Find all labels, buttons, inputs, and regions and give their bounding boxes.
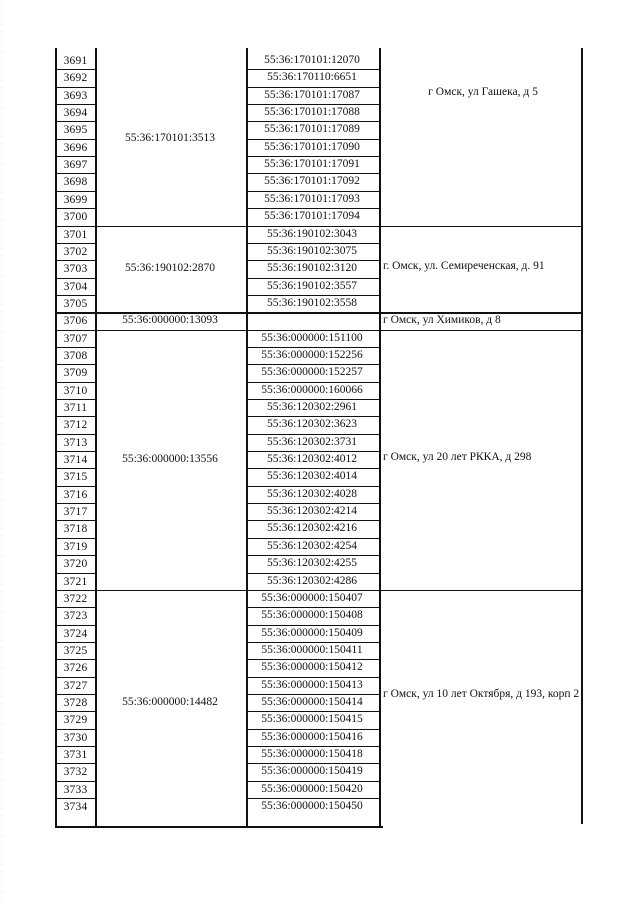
child-cadastral-number: 55:36:000000:150418 (261, 748, 363, 760)
row-divider (246, 607, 379, 608)
row-number: 3714 (63, 454, 88, 467)
row-number: 3701 (63, 228, 88, 241)
address: г Омск, ул Гашека, д 5 (428, 86, 538, 98)
row-divider (246, 139, 379, 140)
row-divider (55, 260, 95, 261)
row-number: 3712 (63, 419, 88, 432)
row-divider (55, 659, 95, 660)
row-number: 3702 (63, 245, 88, 258)
row-divider (55, 364, 95, 365)
child-cadastral-number: 55:36:170101:17088 (264, 106, 360, 119)
row-divider (246, 468, 379, 469)
row-number: 3731 (63, 749, 88, 761)
row-divider (55, 520, 95, 521)
child-cadastral-number: 55:36:190102:3043 (266, 227, 358, 240)
row-number: 3692 (63, 72, 88, 85)
col-right-border (581, 48, 583, 824)
row-divider (246, 659, 379, 660)
row-divider (55, 503, 95, 504)
row-number: 3705 (63, 297, 88, 310)
row-number: 3698 (63, 176, 88, 189)
child-cadastral-number: 55:36:000000:150419 (261, 765, 363, 778)
child-cadastral-number: 55:36:120302:2961 (266, 401, 358, 413)
group-divider (55, 226, 581, 228)
row-divider (55, 208, 95, 209)
row-divider (55, 555, 95, 556)
child-cadastral-number: 55:36:120302:4254 (266, 539, 358, 552)
row-divider (55, 399, 95, 400)
row-number: 3711 (63, 402, 88, 414)
row-number: 3713 (63, 436, 88, 449)
row-divider (55, 694, 95, 695)
col-child-left-border (246, 48, 248, 828)
child-cadastral-number: 55:36:170101:17093 (264, 192, 360, 205)
child-cadastral-number: 55:36:120302:4216 (266, 522, 358, 535)
row-divider (246, 87, 379, 88)
child-cadastral-number: 55:36:000000:152256 (261, 348, 363, 361)
row-divider (55, 711, 95, 712)
row-divider (246, 295, 379, 296)
row-divider (246, 538, 379, 539)
row-divider (246, 260, 379, 261)
child-cadastral-number: 55:36:000000:150413 (261, 678, 363, 691)
row-divider (246, 69, 379, 70)
row-number: 3696 (63, 141, 88, 154)
child-cadastral-number: 55:36:170110:6651 (267, 71, 357, 84)
parent-cadastral-number: 55:36:000000:13556 (122, 452, 218, 465)
child-cadastral-number: 55:36:170101:12070 (264, 54, 360, 66)
child-cadastral-number: 55:36:170101:17090 (264, 140, 360, 153)
row-divider (55, 69, 95, 70)
row-divider (55, 382, 95, 383)
row-divider (55, 729, 95, 730)
child-cadastral-number: 55:36:120302:4014 (266, 470, 358, 483)
row-number: 3704 (63, 280, 88, 293)
row-number: 3729 (63, 714, 88, 727)
row-divider (55, 191, 95, 192)
child-cadastral-number: 55:36:000000:150420 (261, 782, 363, 795)
row-number: 3695 (63, 124, 88, 137)
row-divider (246, 434, 379, 435)
row-divider (246, 746, 379, 747)
child-cadastral-number: 55:36:170101:17089 (264, 123, 360, 136)
row-number: 3694 (63, 107, 88, 120)
row-divider (55, 156, 95, 157)
row-divider (246, 243, 379, 244)
table-bottom-line (55, 826, 383, 828)
row-divider (246, 278, 379, 279)
row-number: 3715 (63, 471, 88, 484)
row-number: 3706 (63, 315, 88, 328)
child-cadastral-number: 55:36:120302:3623 (266, 418, 358, 431)
child-cadastral-number: 55:36:000000:150411 (261, 643, 363, 656)
row-divider (55, 486, 95, 487)
row-number: 3717 (63, 506, 88, 519)
row-divider (55, 468, 95, 469)
parent-cadastral-number: 55:36:190102:2870 (124, 261, 216, 274)
child-cadastral-number: 55:36:120302:4012 (266, 453, 358, 466)
child-cadastral-number: 55:36:000000:150408 (261, 609, 363, 622)
child-cadastral-number: 55:36:120302:4255 (266, 557, 358, 570)
child-cadastral-number: 55:36:000000:160066 (261, 383, 363, 396)
child-cadastral-number: 55:36:000000:150414 (261, 695, 363, 708)
child-cadastral-number: 55:36:120302:4214 (266, 505, 358, 518)
row-divider (55, 573, 95, 574)
address: г. Омск, ул. Семиреченская, д. 91 (383, 259, 545, 272)
child-cadastral-number: 55:36:120302:4286 (266, 574, 358, 587)
row-divider (55, 434, 95, 435)
child-cadastral-number: 55:36:190102:3120 (266, 262, 358, 275)
child-cadastral-number: 55:36:000000:150409 (261, 626, 363, 639)
row-divider (246, 451, 379, 452)
address: г Омск, ул 10 лет Октября, д 193, корп 2 (383, 687, 580, 700)
row-divider (246, 781, 379, 782)
row-number: 3721 (63, 575, 88, 588)
row-number: 3720 (63, 558, 88, 571)
row-divider (55, 173, 95, 174)
row-number: 3710 (63, 384, 88, 397)
row-number: 3724 (63, 627, 88, 640)
row-divider (246, 555, 379, 556)
col-child-right-border (379, 48, 381, 828)
address: г Омск, ул Химиков, д 8 (383, 314, 501, 327)
row-number: 3722 (63, 592, 88, 605)
row-number: 3716 (63, 488, 88, 501)
group-divider (55, 312, 581, 314)
row-number: 3700 (63, 211, 88, 224)
child-cadastral-number: 55:36:190102:3558 (266, 296, 358, 309)
address: г Омск, ул 20 лет РККА, д 298 (383, 450, 532, 463)
row-divider (246, 694, 379, 695)
row-number: 3727 (63, 679, 88, 692)
row-divider (246, 503, 379, 504)
row-number: 3725 (63, 644, 88, 657)
row-divider (246, 520, 379, 521)
child-cadastral-number: 55:36:000000:150412 (261, 661, 363, 674)
row-number: 3730 (63, 731, 88, 744)
row-divider (55, 607, 95, 608)
child-cadastral-number: 55:36:000000:151100 (261, 331, 363, 344)
row-divider (246, 121, 379, 122)
row-divider (55, 625, 95, 626)
row-divider (55, 538, 95, 539)
row-divider (246, 711, 379, 712)
row-number: 3719 (63, 540, 88, 553)
row-divider (246, 642, 379, 643)
child-cadastral-number: 55:36:000000:150416 (261, 730, 363, 743)
row-number: 3734 (63, 801, 88, 814)
child-cadastral-number: 55:36:190102:3075 (266, 244, 358, 257)
row-divider (55, 677, 95, 678)
parent-cadastral-number: 55:36:000000:13093 (122, 313, 218, 326)
child-cadastral-number: 55:36:000000:150415 (261, 713, 363, 726)
child-cadastral-number: 55:36:120302:3731 (266, 435, 358, 448)
row-divider (246, 364, 379, 365)
row-number: 3732 (63, 766, 88, 779)
child-cadastral-number: 55:36:000000:150450 (261, 800, 363, 813)
row-divider (246, 382, 379, 383)
row-divider (246, 347, 379, 348)
row-number: 3708 (63, 349, 88, 362)
row-divider (246, 156, 379, 157)
row-divider (246, 486, 379, 487)
row-divider (55, 104, 95, 105)
child-cadastral-number: 55:36:170101:17092 (264, 175, 360, 188)
row-divider (246, 798, 379, 799)
row-divider (246, 208, 379, 209)
row-divider (55, 416, 95, 417)
col-number-border (95, 48, 97, 828)
row-number: 3709 (63, 367, 88, 380)
row-divider (55, 451, 95, 452)
row-divider (246, 729, 379, 730)
parent-cadastral-number: 55:36:000000:14482 (122, 695, 218, 708)
row-divider (246, 625, 379, 626)
row-divider (246, 173, 379, 174)
row-divider (55, 278, 95, 279)
row-divider (246, 677, 379, 678)
row-divider (55, 121, 95, 122)
row-divider (55, 781, 95, 782)
group-divider (55, 590, 581, 592)
row-divider (55, 763, 95, 764)
row-number: 3697 (63, 159, 88, 172)
row-divider (246, 416, 379, 417)
row-divider (55, 139, 95, 140)
row-number: 3691 (63, 55, 88, 67)
row-divider (55, 295, 95, 296)
row-number: 3726 (63, 662, 88, 675)
group-divider (55, 330, 581, 332)
row-divider (55, 798, 95, 799)
row-number: 3723 (63, 610, 88, 623)
child-cadastral-number: 55:36:120302:4028 (266, 487, 358, 500)
row-divider (246, 763, 379, 764)
row-divider (55, 243, 95, 244)
child-cadastral-number: 55:36:000000:152257 (261, 366, 363, 379)
row-divider (55, 746, 95, 747)
row-divider (246, 191, 379, 192)
row-number: 3718 (63, 523, 88, 536)
row-divider (246, 573, 379, 574)
child-cadastral-number: 55:36:170101:17087 (264, 88, 360, 101)
row-number: 3699 (63, 193, 88, 206)
row-divider (55, 87, 95, 88)
row-divider (246, 104, 379, 105)
child-cadastral-number: 55:36:190102:3557 (266, 279, 358, 292)
row-number: 3703 (63, 263, 88, 276)
row-number: 3693 (63, 89, 88, 102)
row-divider (55, 642, 95, 643)
child-cadastral-number: 55:36:170101:17091 (264, 158, 360, 171)
child-cadastral-number: 55:36:170101:17094 (264, 210, 360, 223)
row-divider (55, 347, 95, 348)
row-number: 3733 (63, 783, 88, 796)
row-number: 3707 (63, 332, 88, 345)
col-left-border (55, 48, 57, 828)
row-divider (246, 399, 379, 400)
child-cadastral-number: 55:36:000000:150407 (261, 591, 363, 604)
parent-cadastral-number: 55:36:170101:3513 (124, 131, 216, 144)
row-number: 3728 (63, 696, 88, 709)
